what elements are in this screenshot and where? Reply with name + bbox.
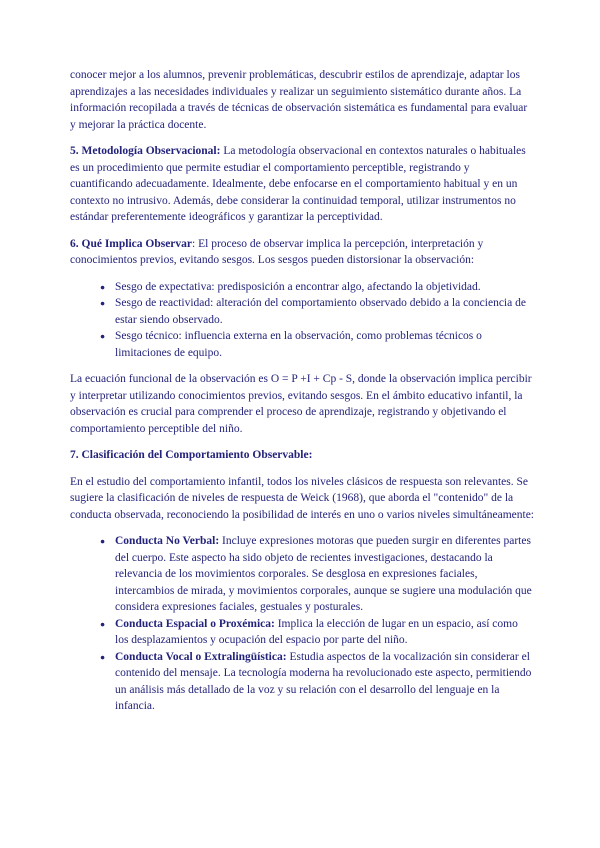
list-item-text: Estudia aspectos de la vocalización sin considerar el contenido del mensaje. La tecnología moderna ha revolucionado este aspecto, permitiendo un análisis más detallado de la voz y su relación con el desarrollo del lenguaje en la infancia. xyxy=(115,650,532,712)
list-item-sesgo-expectativa xyxy=(100,279,534,296)
paragraph-text: conocer mejor a los alumnos, prevenir problemáticas, descubrir estilos de aprendizaje, adaptar los aprendizajes a las necesidades individuales y realizar un seguimiento sistemático durante años. La información recopilada a través de técnicas de observación sistemática es fundamental para evaluar y mejorar la práctica docente. xyxy=(70,69,528,131)
paragraph-weick-clasificacion xyxy=(70,474,534,524)
list-item-sesgo-tecnico xyxy=(100,328,534,361)
list-item-text: Sesgo de expectativa: predisposición a encontrar algo, afectando la objetividad. xyxy=(115,280,481,293)
bullet-icon: ● xyxy=(100,536,106,546)
bullet-icon: ● xyxy=(100,618,106,629)
list-item-label: Conducta Vocal o Extralingüística: xyxy=(115,650,287,663)
list-item-sesgo-reactividad xyxy=(100,295,534,328)
list-item-conducta-vocal xyxy=(100,649,534,715)
bullet-icon: ● xyxy=(100,331,106,341)
section-6-body: : El proceso de observar implica la percepción, interpretación y conocimientos previos, evitando sesgos. Los sesgos pueden distorsionar la observación: xyxy=(70,237,484,266)
section-7-heading xyxy=(70,447,534,464)
list-item-text: Incluye expresiones motoras que pueden surgir en diferentes partes del cuerpo. Este aspecto ha sido objeto de recientes investigaciones, destacando la relevancia de los movimientos corporales. Se desglosa en expresiones faciales, intercambios de mirada, y movimientos corporales, aunque se sugiere una modulación que considera expresiones faciales, gestuales y posturales. xyxy=(115,535,532,613)
section-6-que-implica-observar xyxy=(70,236,534,269)
section-7-title: 7. Clasificación del Comportamiento Observable: xyxy=(70,449,313,461)
section-5-title: 5. Metodología Observacional: xyxy=(70,145,221,157)
paragraph-text: La ecuación funcional de la observación es O = P +I + Cp - S, donde la observación implica percibir y interpretar utilizando conocimientos previos, evitando sesgos. En el ámbito educativo infantil, la observación es crucial para comprender el proceso de aprendizaje, registrando y objetivando el comportamiento perceptible del niño. xyxy=(70,373,532,435)
paragraph-ecuacion-funcional xyxy=(70,371,534,437)
section-6-title: 6. Qué Implica Observar xyxy=(70,237,193,250)
list-item-conducta-espacial xyxy=(100,616,534,649)
list-item-label: Conducta Espacial o Proxémica: xyxy=(115,617,275,630)
list-item-text: Sesgo técnico: influencia externa en la observación, como problemas técnicos o limitaciones de equipo. xyxy=(115,330,482,359)
list-item-conducta-no-verbal xyxy=(100,533,534,616)
paragraph-intro-continuation xyxy=(70,67,534,133)
list-item-label: Conducta No Verbal: xyxy=(115,535,220,547)
section-5-body: La metodología observacional en contextos naturales o habituales es un procedimiento que permite estudiar el comportamiento perceptible, registrando y cuantificando adecuadamente. Idealmente, debe enfocarse en el comportamiento habitual y en un contexto no intrusivo. Además, debe considerar la continuidad temporal, utilizar instrumentos no estándar preferentemente ideográficos y garantizar la perceptividad. xyxy=(70,145,526,223)
list-item-text: Implica la elección de lugar en un espacio, así como los desplazamientos y ocupación del espacio por parte del niño. xyxy=(115,617,518,646)
bullet-icon: ● xyxy=(100,281,106,292)
conducta-list xyxy=(70,533,534,715)
bullet-icon: ● xyxy=(100,298,106,308)
bullet-icon: ● xyxy=(100,651,106,662)
paragraph-text: En el estudio del comportamiento infantil, todos los niveles clásicos de respuesta son relevantes. Se sugiere la clasificación de niveles de respuesta de Weick (1968), que aborda el "contenido" de la conducta observada, reconociendo la posibilidad de interés en uno o varios niveles simultáneamente: xyxy=(70,475,535,521)
bias-list xyxy=(70,279,534,362)
list-item-text: Sesgo de reactividad: alteración del comportamiento observado debido a la conciencia de estar siendo observado. xyxy=(115,297,526,326)
section-5-metodologia-observacional xyxy=(70,143,534,226)
